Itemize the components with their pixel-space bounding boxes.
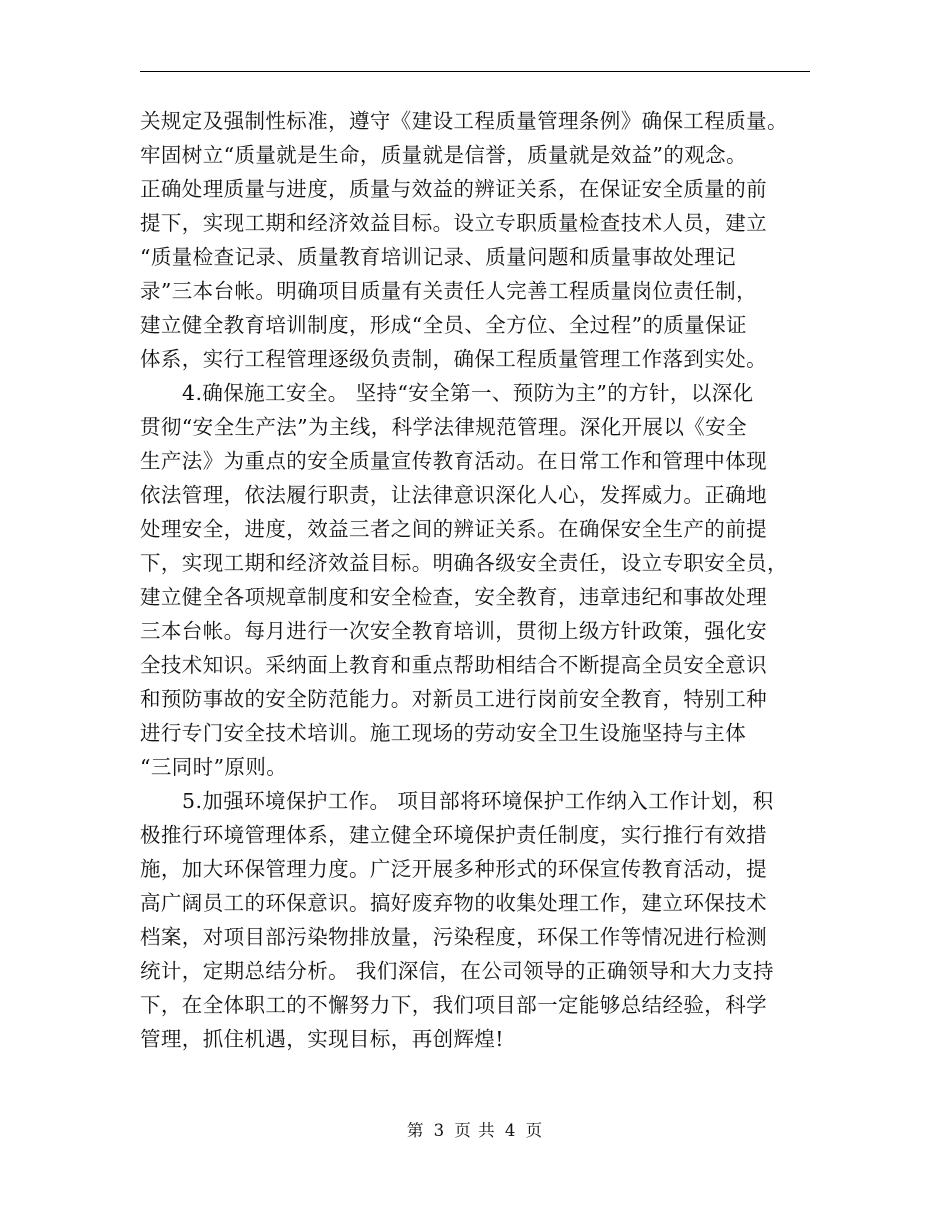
text-line: 管理，抓住机遇，实现目标，再创辉煌! (140, 1027, 504, 1051)
text-line: 牢固树立“质量就是生命，质量就是信誉，质量就是效益”的观念。 (140, 143, 747, 167)
text-line: 录”三本台帐。明确项目质量有关责任人完善工程质量岗位责任制， (140, 279, 757, 303)
current-page-number: 3 (433, 1121, 446, 1140)
text-line: 依法管理，依法履行职责，让法律意识深化人心，发挥威力。正确地 (140, 483, 767, 507)
footer-middle: 页 共 (454, 1121, 496, 1140)
paragraph-start-line: 5.加强环境保护工作。 项目部将环境保护工作纳入工作计划，积 (182, 789, 774, 813)
text-line: 关规定及强制性标准，遵守《建设工程质量管理条例》确保工程质量。 (140, 109, 788, 133)
text-line: 体系，实行工程管理逐级负责制，确保工程质量管理工作落到实处。 (140, 347, 767, 371)
text-line: “三同时”原则。 (140, 755, 288, 779)
paragraph-start-line: 4.确保施工安全。 坚持“安全第一、预防为主”的方针，以深化 (182, 381, 754, 405)
text-line: 贯彻“安全生产法”为主线，科学法律规范管理。深化开展以《安全 (140, 415, 747, 439)
footer-suffix: 页 (525, 1121, 544, 1140)
text-line: 下，在全体职工的不懈努力下，我们项目部一定能够总结经验，科学 (140, 993, 767, 1017)
text-line: 生产法》为重点的安全质量宣传教育活动。在日常工作和管理中体现 (140, 449, 767, 473)
text-line: 高广阔员工的环保意识。搞好废弃物的收集处理工作，建立环保技术 (140, 891, 767, 915)
total-page-number: 4 (504, 1121, 517, 1140)
text-line: “质量检查记录、质量教育培训记录、质量问题和质量事故处理记 (140, 245, 737, 269)
text-line: 提下，实现工期和经济效益目标。设立专职质量检查技术人员，建立 (140, 211, 767, 235)
text-line: 正确处理质量与进度，质量与效益的辨证关系，在保证安全质量的前 (140, 177, 767, 201)
text-line: 和预防事故的安全防范能力。对新员工进行岗前安全教育，特别工种 (140, 687, 767, 711)
text-line: 三本台帐。每月进行一次安全教育培训，贯彻上级方针政策，强化安 (140, 619, 767, 643)
header-rule (140, 71, 810, 72)
text-line: 处理安全，进度，效益三者之间的辨证关系。在确保安全生产的前提 (140, 517, 767, 541)
text-line: 档案，对项目部污染物排放量，污染程度，环保工作等情况进行检测 (140, 925, 767, 949)
footer-prefix: 第 (406, 1121, 425, 1140)
text-line: 全技术知识。采纳面上教育和重点帮助相结合不断提高全员安全意识 (140, 653, 767, 677)
text-line: 进行专门安全技术培训。施工现场的劳动安全卫生设施坚持与主体 (140, 721, 747, 745)
document-body (140, 104, 812, 1056)
text-line: 下，实现工期和经济效益目标。明确各级安全责任，设立专职安全员， (140, 551, 788, 575)
text-line: 建立健全各项规章制度和安全检查，安全教育，违章违纪和事故处理 (140, 585, 767, 609)
text-line: 建立健全教育培训制度，形成“全员、全方位、全过程”的质量保证 (140, 313, 747, 337)
text-line: 统计，定期总结分析。 我们深信，在公司领导的正确领导和大力支持 (140, 959, 774, 983)
text-line: 极推行环境管理体系，建立健全环境保护责任制度，实行推行有效措 (140, 823, 767, 847)
text-line: 施，加大环保管理力度。广泛开展多种形式的环保宣传教育活动，提 (140, 857, 767, 881)
page-footer (0, 1117, 950, 1141)
